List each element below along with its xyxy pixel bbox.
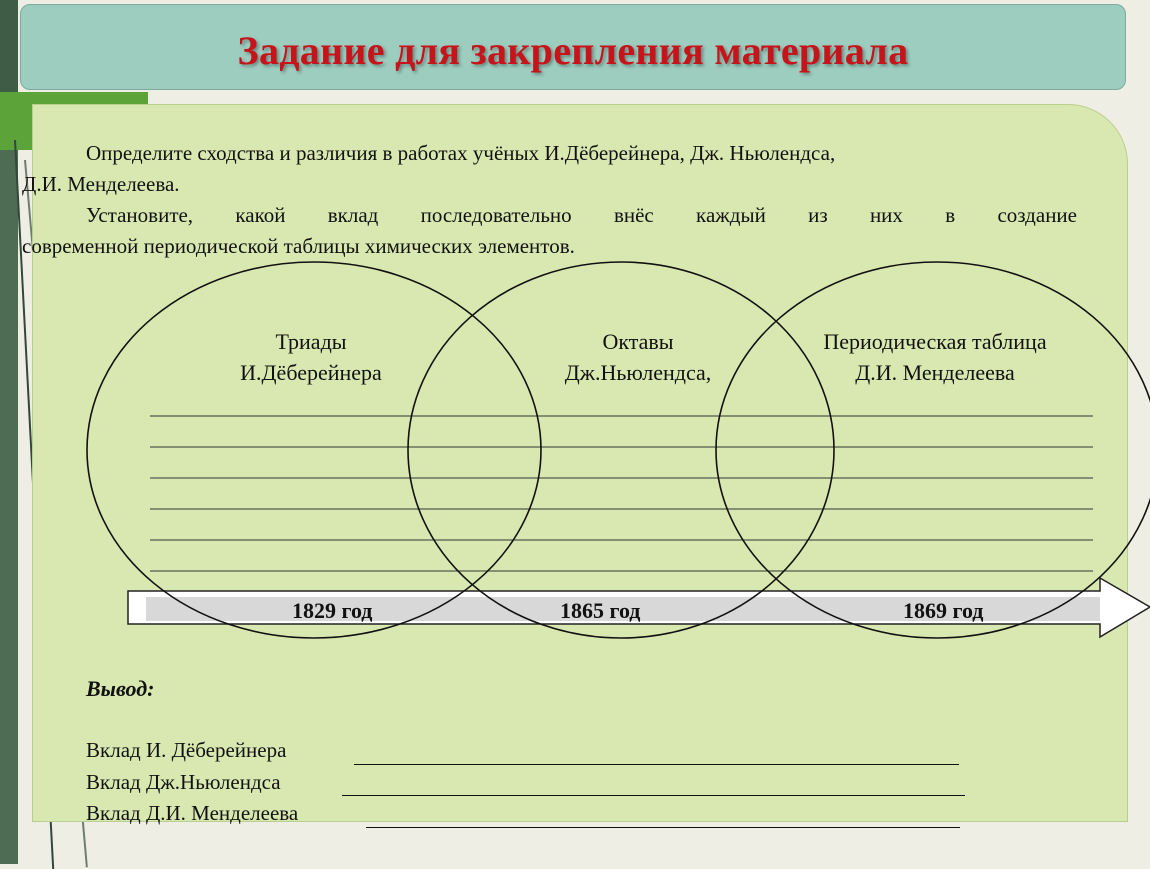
venn-label-newlands — [530, 326, 746, 388]
timeline-year-1829: 1829 год — [292, 598, 373, 623]
task-paragraph-1-line-2: Д.И. Менделеева. — [22, 172, 180, 196]
task-paragraph-1-line-1: Определите сходства и различия в работах учёных И.Дёберейнера, Дж. Ньюлендса, — [86, 141, 836, 165]
slide-title: Задание для закрепления материала — [237, 28, 909, 73]
venn-label-line: И.Дёберейнера — [240, 360, 382, 385]
conclusion-heading: Вывод: — [86, 676, 155, 701]
answer-lines — [150, 416, 1093, 571]
timeline-year-1865: 1865 год — [560, 598, 641, 623]
venn-circle-newlands — [408, 262, 834, 638]
answer-blank-dobereiner[interactable] — [354, 764, 959, 765]
venn-label-line: Дж.Ньюлендса, — [564, 360, 712, 385]
venn-circle-mendeleev — [716, 262, 1150, 638]
conclusion-row-newlands: Вклад Дж.Ньюлендса — [86, 770, 281, 794]
venn-label-line: Д.И. Менделеева — [855, 360, 1015, 385]
venn-label-line: Периодическая таблица — [823, 329, 1047, 354]
task-paragraph-2-line-1: Установите, какой вклад последовательно внёс каждый из них в создание — [86, 203, 1077, 227]
answer-blank-mendeleev[interactable] — [366, 827, 960, 828]
venn-label-line: Триады — [275, 329, 347, 354]
conclusion-row-dobereiner: Вклад И. Дёберейнера — [86, 738, 287, 762]
venn-label-mendeleev — [780, 326, 1090, 388]
conclusion-row-mendeleev: Вклад Д.И. Менделеева — [86, 801, 299, 825]
venn-label-line: Октавы — [602, 329, 674, 354]
task-paragraph-2-line-2: современной периодической таблицы химических элементов. — [22, 234, 575, 258]
answer-blank-newlands[interactable] — [342, 795, 965, 796]
venn-label-dobereiner — [200, 326, 422, 388]
venn-circle-dobereiner — [87, 262, 541, 638]
timeline-year-1869: 1869 год — [903, 598, 984, 623]
